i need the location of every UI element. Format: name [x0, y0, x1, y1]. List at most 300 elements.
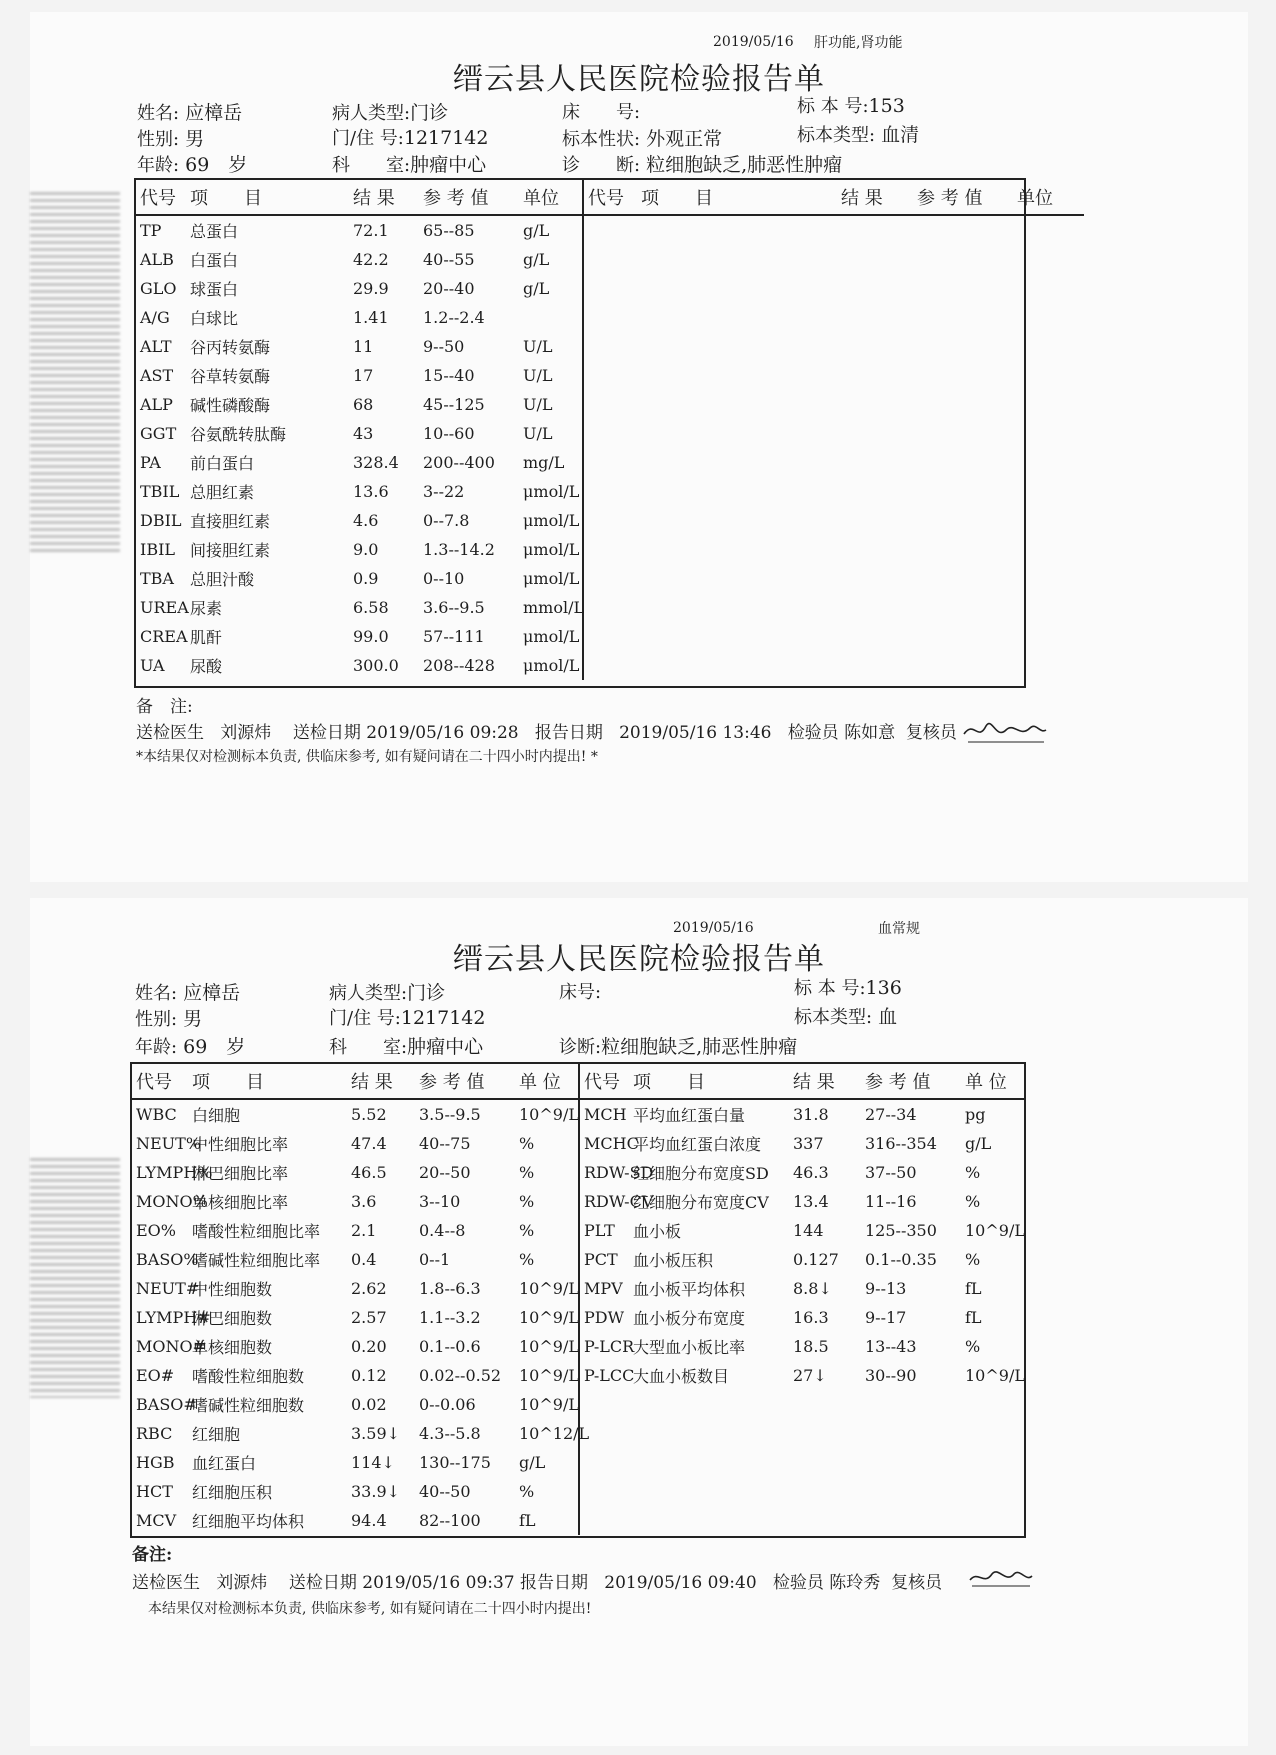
- col-reference: 参 考 值: [419, 180, 519, 215]
- cell-result: 5.52: [351, 1105, 387, 1124]
- col-code: 代号: [583, 180, 637, 215]
- cell-result: [837, 506, 913, 535]
- cell-code: [583, 390, 637, 419]
- cell-result: [789, 1448, 861, 1477]
- patient-name-field: 姓名: 应樟岳: [135, 982, 241, 1004]
- col-item: 项 目: [186, 180, 349, 215]
- cell-unit: g/L: [519, 274, 583, 303]
- cell-code: NEUT#: [136, 1279, 200, 1298]
- cell-result: 46.5: [351, 1163, 387, 1182]
- cell-name: [637, 303, 837, 332]
- cell-code: LYMPH%: [136, 1163, 213, 1182]
- cell-ref: 57--111: [423, 627, 485, 646]
- cell-result: 3.59↓: [351, 1424, 401, 1443]
- cell-unit: [1013, 245, 1084, 274]
- col-result: 结 果: [347, 1064, 415, 1099]
- report-category: 肝功能,肾功能: [814, 35, 903, 51]
- cell-result: [837, 419, 913, 448]
- patient-name: 应樟岳: [183, 982, 241, 1004]
- table-row: [132, 1390, 1024, 1419]
- sample-number: 136: [865, 977, 902, 999]
- cell-ref: 0.02--0.52: [419, 1366, 502, 1385]
- report-footer: 送检医生 刘源炜 送检日期 2019/05/16 09:37 报告日期 2019/05/16 09:40 检验员 陈玲秀 复核员: [132, 1573, 943, 1593]
- cell-code: [583, 651, 637, 680]
- cell-result: 18.5: [793, 1337, 829, 1356]
- cell-ref: [913, 593, 1013, 622]
- cell-result: 2.57: [351, 1308, 387, 1327]
- cell-code: TBIL: [140, 482, 180, 501]
- cell-name: [637, 477, 837, 506]
- cell-ref: [913, 535, 1013, 564]
- cell-name: 嗜酸性粒细胞比率: [192, 1222, 321, 1241]
- cell-ref: 9--13: [865, 1279, 907, 1298]
- cell-ref: 3.5--9.5: [419, 1105, 481, 1124]
- cell-unit: [1013, 215, 1084, 245]
- report-date: 2019/05/16: [713, 34, 794, 50]
- cell-code: [583, 622, 637, 651]
- cell-code: [583, 419, 637, 448]
- cell-result: [837, 622, 913, 651]
- cell-unit: [961, 1448, 1024, 1477]
- cell-ref: 65--85: [423, 221, 475, 240]
- cell-unit: [961, 1506, 1024, 1535]
- diagnosis-field: 诊 断: 粒细胞缺乏,肺恶性肿瘤: [562, 154, 843, 176]
- cell-code: P-LCC: [584, 1366, 635, 1385]
- cell-unit: g/L: [965, 1134, 992, 1153]
- cell-result: [837, 361, 913, 390]
- cell-unit: μmol/L: [519, 622, 583, 651]
- cell-result: 144: [793, 1221, 824, 1240]
- table-row: [132, 1419, 1024, 1448]
- cell-unit: 10^9/L: [515, 1099, 579, 1129]
- cell-result: [837, 651, 913, 680]
- cell-code: AST: [140, 366, 174, 385]
- bed-field: 床号:: [559, 982, 602, 1003]
- cell-result: 2.62: [351, 1279, 387, 1298]
- cell-unit: %: [515, 1129, 579, 1158]
- cell-name: [637, 332, 837, 361]
- cell-ref: 200--400: [423, 453, 495, 472]
- inspector-name: 陈如意: [844, 723, 896, 743]
- cell-ref: 316--354: [865, 1134, 937, 1153]
- cell-ref: [913, 448, 1013, 477]
- cell-unit: [1013, 390, 1084, 419]
- table-row: [136, 622, 1084, 651]
- cell-result: [837, 535, 913, 564]
- cell-result: 29.9: [353, 279, 389, 298]
- cell-code: BASO%: [136, 1250, 199, 1269]
- cell-ref: 11--16: [865, 1192, 917, 1211]
- cell-unit: [519, 303, 583, 332]
- sample-status-field: 标本性状: 外观正常: [562, 128, 723, 150]
- cell-result: [789, 1390, 861, 1419]
- cell-ref: [913, 303, 1013, 332]
- cell-code: NEUT%: [136, 1134, 202, 1153]
- cell-result: 337: [793, 1134, 824, 1153]
- cell-result: 0.02: [351, 1395, 387, 1414]
- cell-ref: [861, 1448, 961, 1477]
- cell-name: [629, 1477, 789, 1506]
- cell-code: P-LCR: [584, 1337, 635, 1356]
- cell-name: 血小板分布宽度: [633, 1309, 746, 1328]
- sample-number-field: 标 本 号:136: [794, 977, 902, 999]
- cell-code: PA: [140, 453, 161, 472]
- col-item: 项 目: [637, 180, 837, 215]
- cell-result: [789, 1419, 861, 1448]
- cell-unit: μmol/L: [519, 651, 583, 680]
- col-reference: 参 考 值: [861, 1064, 961, 1099]
- sample-type-field: 标本类型: 血清: [797, 124, 920, 146]
- cell-ref: 130--175: [419, 1453, 491, 1472]
- age-field: 年龄: 69 岁: [137, 154, 248, 176]
- cell-ref: [913, 390, 1013, 419]
- cell-result: 328.4: [353, 453, 399, 472]
- cell-unit: [1013, 622, 1084, 651]
- cell-name: 红细胞压积: [192, 1483, 273, 1502]
- cell-unit: U/L: [519, 419, 583, 448]
- report-category: 血常规: [878, 921, 920, 937]
- cell-code: [583, 215, 637, 245]
- cell-name: [637, 535, 837, 564]
- cell-unit: %: [515, 1158, 579, 1187]
- cell-unit: [1013, 593, 1084, 622]
- cell-result: 99.0: [353, 627, 389, 646]
- report-title: 缙云县人民医院检验报告单: [453, 62, 825, 97]
- cell-result: 13.6: [353, 482, 389, 501]
- cell-result: 4.6: [353, 511, 379, 530]
- col-item: 项 目: [188, 1064, 347, 1099]
- cell-unit: %: [515, 1216, 579, 1245]
- cell-unit: [961, 1390, 1024, 1419]
- report-date-value: 2019/05/16 09:40: [604, 1573, 757, 1593]
- cell-unit: [961, 1477, 1024, 1506]
- cell-name: 淋巴细胞比率: [192, 1164, 289, 1183]
- table-row: [132, 1448, 1024, 1477]
- cell-unit: %: [515, 1477, 579, 1506]
- col-unit: 单 位: [961, 1064, 1024, 1099]
- cell-code: [583, 274, 637, 303]
- cell-ref: 0.4--8: [419, 1221, 466, 1240]
- cell-unit: μmol/L: [519, 506, 583, 535]
- col-unit: 单 位: [515, 1064, 579, 1099]
- report-date-value: 2019/05/16 13:46: [619, 723, 772, 743]
- cell-ref: 1.1--3.2: [419, 1308, 481, 1327]
- cell-code: PDW: [584, 1308, 625, 1327]
- patient-type: 门诊: [410, 102, 449, 124]
- cell-name: 红细胞分布宽度CV: [633, 1193, 769, 1212]
- cell-result: 47.4: [351, 1134, 387, 1153]
- cell-code: GGT: [140, 424, 177, 443]
- cell-ref: [913, 564, 1013, 593]
- cell-name: 白细胞: [192, 1106, 241, 1125]
- cell-name: 肌酐: [190, 628, 223, 647]
- cell-name: [637, 651, 837, 680]
- cell-name: 红细胞平均体积: [192, 1512, 305, 1531]
- cell-unit: 10^9/L: [515, 1332, 579, 1361]
- cell-unit: μmol/L: [519, 477, 583, 506]
- cell-ref: 0.1--0.35: [865, 1250, 937, 1269]
- cell-name: [637, 564, 837, 593]
- cell-code: [583, 535, 637, 564]
- cell-ref: [913, 506, 1013, 535]
- cell-ref: 0--7.8: [423, 511, 470, 530]
- cell-result: [837, 390, 913, 419]
- cell-name: 嗜碱性粒细胞比率: [192, 1251, 321, 1270]
- cell-ref: [861, 1419, 961, 1448]
- cell-code: UA: [140, 656, 165, 675]
- cell-code: RDW-SD: [584, 1163, 654, 1182]
- cell-unit: [1013, 506, 1084, 535]
- results-table: [132, 1064, 1024, 1535]
- table-row: [132, 1245, 1024, 1274]
- cell-result: 9.0: [353, 540, 379, 559]
- cell-ref: 40--75: [419, 1134, 471, 1153]
- scan-artifact: [30, 1158, 120, 1398]
- col-code: 代号: [136, 180, 186, 215]
- cell-unit: [1013, 332, 1084, 361]
- cell-ref: 3.6--9.5: [423, 598, 485, 617]
- cell-ref: 1.8--6.3: [419, 1279, 481, 1298]
- table-header-row: [136, 180, 1084, 215]
- cell-code: CREA: [140, 627, 188, 646]
- cell-ref: [913, 215, 1013, 245]
- cell-code: MCH: [584, 1105, 627, 1124]
- cell-unit: [961, 1419, 1024, 1448]
- cell-ref: [861, 1506, 961, 1535]
- cell-unit: μmol/L: [519, 564, 583, 593]
- cell-code: [583, 332, 637, 361]
- cell-result: 42.2: [353, 250, 389, 269]
- cell-result: [789, 1506, 861, 1535]
- report-sheet-liver-kidney: [30, 12, 1248, 882]
- cell-result: 27↓: [793, 1366, 827, 1385]
- cell-unit: fL: [965, 1279, 982, 1298]
- cell-code: DBIL: [140, 511, 182, 530]
- cell-unit: %: [965, 1337, 981, 1356]
- cell-unit: [1013, 448, 1084, 477]
- cell-ref: 1.3--14.2: [423, 540, 495, 559]
- cell-result: [837, 274, 913, 303]
- cell-ref: [861, 1477, 961, 1506]
- cell-unit: g/L: [519, 245, 583, 274]
- cell-code: MONO%: [136, 1192, 208, 1211]
- cell-result: 33.9↓: [351, 1482, 401, 1501]
- cell-ref: [913, 245, 1013, 274]
- cell-result: 2.1: [351, 1221, 377, 1240]
- cell-code: EO#: [136, 1366, 175, 1385]
- table-row: [136, 651, 1084, 680]
- patient-name-field: 姓名: 应樟岳: [137, 102, 243, 124]
- table-row: [136, 593, 1084, 622]
- cell-ref: 3--10: [419, 1192, 461, 1211]
- cell-name: 尿酸: [190, 657, 223, 676]
- table-row: [132, 1477, 1024, 1506]
- table-row: [132, 1332, 1024, 1361]
- cell-result: 13.4: [793, 1192, 829, 1211]
- cell-unit: 10^9/L: [515, 1390, 579, 1419]
- cell-ref: [913, 419, 1013, 448]
- cell-name: 大型血小板比率: [633, 1338, 746, 1357]
- cell-code: PLT: [584, 1221, 615, 1240]
- inspector-name: 陈玲秀: [829, 1573, 881, 1593]
- cell-name: 大血小板数目: [633, 1367, 730, 1386]
- cell-name: 尿素: [190, 599, 223, 618]
- cell-result: 1.41: [353, 308, 389, 327]
- cell-unit: %: [515, 1187, 579, 1216]
- cell-unit: %: [965, 1192, 981, 1211]
- cell-result: [837, 332, 913, 361]
- cell-name: 血小板平均体积: [633, 1280, 746, 1299]
- cell-name: [637, 506, 837, 535]
- cell-ref: 13--43: [865, 1337, 917, 1356]
- cell-unit: fL: [965, 1308, 982, 1327]
- cell-name: 单核细胞比率: [192, 1193, 289, 1212]
- table-row: [136, 448, 1084, 477]
- cell-unit: 10^9/L: [515, 1303, 579, 1332]
- cell-ref: 4.3--5.8: [419, 1424, 481, 1443]
- cell-name: 嗜酸性粒细胞数: [192, 1367, 305, 1386]
- cell-code: PCT: [584, 1250, 618, 1269]
- cell-ref: [913, 274, 1013, 303]
- table-row: [132, 1129, 1024, 1158]
- disclaimer: *本结果仅对检测标本负责, 供临床参考, 如有疑问请在二十四小时内提出! *: [136, 749, 598, 765]
- cell-result: 114↓: [351, 1453, 395, 1472]
- sample-number: 153: [868, 95, 905, 117]
- cell-code: [583, 477, 637, 506]
- cell-unit: fL: [515, 1506, 579, 1535]
- cell-ref: 40--55: [423, 250, 475, 269]
- cell-ref: [913, 361, 1013, 390]
- cell-ref: 20--40: [423, 279, 475, 298]
- patient-type-field: 病人类型:门诊: [329, 982, 446, 1004]
- scan-artifact: [30, 192, 120, 552]
- cell-name: 血小板压积: [633, 1251, 714, 1270]
- cell-name: 血红蛋白: [192, 1454, 257, 1473]
- cell-ref: [913, 622, 1013, 651]
- table-row: [136, 564, 1084, 593]
- reviewer-signature: [966, 1562, 1036, 1592]
- cell-ref: [861, 1390, 961, 1419]
- cell-name: [637, 390, 837, 419]
- cell-ref: 0--1: [419, 1250, 451, 1269]
- cell-name: [637, 245, 837, 274]
- cell-ref: 9--17: [865, 1308, 907, 1327]
- cell-code: MONO#: [136, 1337, 207, 1356]
- table-row: [132, 1099, 1024, 1129]
- cell-code: RBC: [136, 1424, 173, 1443]
- cell-unit: mg/L: [519, 448, 583, 477]
- cell-ref: 0--0.06: [419, 1395, 476, 1414]
- cell-unit: 10^9/L: [515, 1361, 579, 1390]
- cell-result: 8.8↓: [793, 1279, 832, 1298]
- cell-result: [837, 448, 913, 477]
- table-row: [132, 1216, 1024, 1245]
- cell-result: [837, 303, 913, 332]
- age-field: 年龄: 69 岁: [135, 1036, 246, 1058]
- cell-unit: [1013, 651, 1084, 680]
- cell-ref: 40--50: [419, 1482, 471, 1501]
- cell-name: 平均血红蛋白浓度: [633, 1135, 762, 1154]
- cell-result: 16.3: [793, 1308, 829, 1327]
- cell-name: 间接胆红素: [190, 541, 271, 560]
- cell-result: 72.1: [353, 221, 389, 240]
- doctor-name: 刘源炜: [216, 1573, 268, 1593]
- cell-name: 中性细胞比率: [192, 1135, 289, 1154]
- col-unit: 单位: [1013, 180, 1084, 215]
- cell-result: 300.0: [353, 656, 399, 675]
- cell-result: [789, 1477, 861, 1506]
- cell-unit: 10^9/L: [515, 1274, 579, 1303]
- cell-code: MPV: [584, 1279, 623, 1298]
- cell-code: [583, 564, 637, 593]
- department-field: 科 室:肿瘤中心: [332, 154, 487, 176]
- cell-unit: U/L: [519, 361, 583, 390]
- cell-code: EO%: [136, 1221, 176, 1240]
- cell-code: BASO#: [136, 1395, 197, 1414]
- table-row: [136, 303, 1084, 332]
- cell-name: [629, 1448, 789, 1477]
- report-title: 缙云县人民医院检验报告单: [453, 942, 825, 977]
- cell-ref: 10--60: [423, 424, 475, 443]
- table-row: [136, 506, 1084, 535]
- doctor-name: 刘源炜: [220, 723, 272, 743]
- cell-name: 前白蛋白: [190, 454, 255, 473]
- cell-result: 68: [353, 395, 374, 414]
- cell-name: [629, 1419, 789, 1448]
- cell-unit: 10^9/L: [965, 1366, 1025, 1385]
- table-row: [136, 274, 1084, 303]
- col-code: 代号: [132, 1064, 188, 1099]
- cell-unit: U/L: [519, 390, 583, 419]
- cell-result: 0.20: [351, 1337, 387, 1356]
- cell-name: 谷草转氨酶: [190, 367, 271, 386]
- cell-result: 3.6: [351, 1192, 377, 1211]
- table-row: [136, 245, 1084, 274]
- cell-name: [637, 593, 837, 622]
- cell-result: 43: [353, 424, 374, 443]
- cell-ref: 9--50: [423, 337, 465, 356]
- cell-code: [583, 593, 637, 622]
- cell-unit: pg: [965, 1105, 986, 1124]
- cell-name: 谷氨酰转肽酶: [190, 425, 287, 444]
- cell-unit: %: [965, 1163, 981, 1182]
- cell-code: MCV: [136, 1511, 177, 1530]
- remark: 备注:: [132, 1545, 173, 1565]
- cell-name: 总蛋白: [190, 222, 239, 241]
- cell-unit: g/L: [519, 215, 583, 245]
- send-date: 2019/05/16 09:37: [362, 1573, 515, 1593]
- table-row: [132, 1361, 1024, 1390]
- table-row: [136, 419, 1084, 448]
- cell-unit: [1013, 535, 1084, 564]
- cell-code: [583, 303, 637, 332]
- cell-code: UREA: [140, 598, 189, 617]
- table-row: [136, 215, 1084, 245]
- cell-result: [837, 477, 913, 506]
- sex-field: 性别: 男: [137, 128, 205, 150]
- table-row: [132, 1187, 1024, 1216]
- cell-code: [579, 1448, 629, 1477]
- cell-unit: 10^9/L: [965, 1221, 1025, 1240]
- cell-ref: [913, 651, 1013, 680]
- cell-unit: %: [515, 1245, 579, 1274]
- table-row: [132, 1158, 1024, 1187]
- cell-name: 血小板: [633, 1222, 682, 1241]
- cell-code: A/G: [140, 308, 170, 327]
- cell-code: ALT: [140, 337, 172, 356]
- cell-unit: %: [965, 1250, 981, 1269]
- cell-result: 0.12: [351, 1366, 387, 1385]
